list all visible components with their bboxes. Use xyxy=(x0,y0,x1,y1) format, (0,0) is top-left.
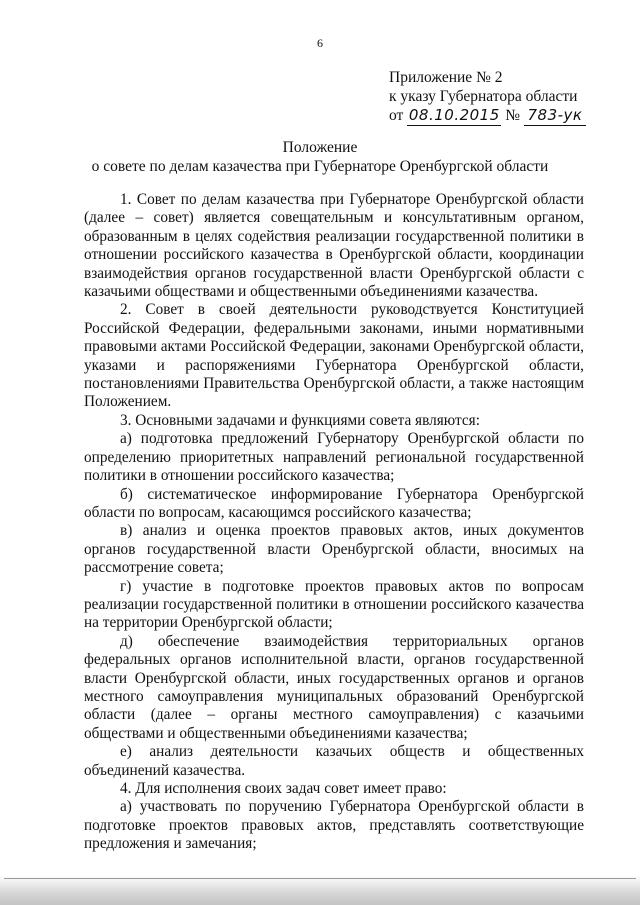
paragraph: 1. Совет по делам казачества при Губернаторе Оренбургской области (далее – совет) является совещательным и консультативным органом, образованным в целях содействия реализации государственной политики в отношении российского казачества в Оренбургской области, координации взаимодействия органов государственной власти Оренбургской области с казачьими обществами и общественными объединениями казачества. xyxy=(84,191,584,301)
appendix-date-line xyxy=(389,106,586,126)
paragraph: а) подготовка предложений Губернатору Оренбургской области по определению приоритетных направлений региональной государственной политики в отношении российского казачества; xyxy=(84,430,584,485)
document-title xyxy=(0,138,640,176)
handwritten-date: 08.10.2015 xyxy=(408,106,500,124)
paragraph: 2. Совет в своей деятельности руководствуется Конституцией Российской Федерации, федеральными законами, иными нормативными правовыми актами Российской Федерации, законами Оренбургской области, указами и распоряжениями Губернатора Оренбургской области, постановлениями Правительства Оренбургской области, а также настоящим Положением. xyxy=(84,301,584,411)
number-label: № xyxy=(505,107,520,124)
from-label: от xyxy=(389,107,404,124)
paragraph: е) анализ деятельности казачьих обществ и общественных объединений казачества. xyxy=(84,743,584,779)
paragraph: 3. Основными задачами и функциями совета являются: xyxy=(120,411,480,429)
scan-bottom-shadow xyxy=(0,875,640,905)
appendix-block xyxy=(389,68,586,126)
scan-page-edge xyxy=(4,878,636,879)
paragraph: а) участвовать по поручению Губернатора Оренбургской области в подготовке проектов правовых актов, представлять соответствующие предложения и замечания; xyxy=(84,798,584,853)
paragraph: в) анализ и оценка проектов правовых актов, иных документов органов государственной власти Оренбургской области, вносимых на рассмотрение совета; xyxy=(84,522,584,577)
paragraph: д) обеспечение взаимодействия территориальных органов федеральных органов исполнительной власти, органов государственной власти Оренбургской области, иных государственных органов и органов местного самоуправления муниципальных образований Оренбургской области (далее – органы местного самоуправления) с казачьими обществами и общественными объединениями казачества; xyxy=(84,632,584,742)
title-line-1: Положение xyxy=(282,139,358,156)
handwritten-number: 783-ук xyxy=(524,106,586,126)
paragraph: б) систематическое информирование Губернатора Оренбургской области по вопросам, касающимся российского казачества; xyxy=(84,485,584,521)
title-line-2: о совете по делам казачества при Губернаторе Оренбургской области xyxy=(91,158,549,175)
document-body xyxy=(84,191,584,854)
paragraph: 4. Для исполнения своих задач совет имеет право: xyxy=(120,780,447,797)
appendix-decree-ref: к указу Губернатора области xyxy=(389,88,578,105)
page-number: 6 xyxy=(317,36,323,50)
paragraph: г) участие в подготовке проектов правовых актов по вопросам реализации государственной политики в отношении российского казачества на территории Оренбургской области; xyxy=(84,577,584,632)
appendix-title: Приложение № 2 xyxy=(389,69,503,86)
